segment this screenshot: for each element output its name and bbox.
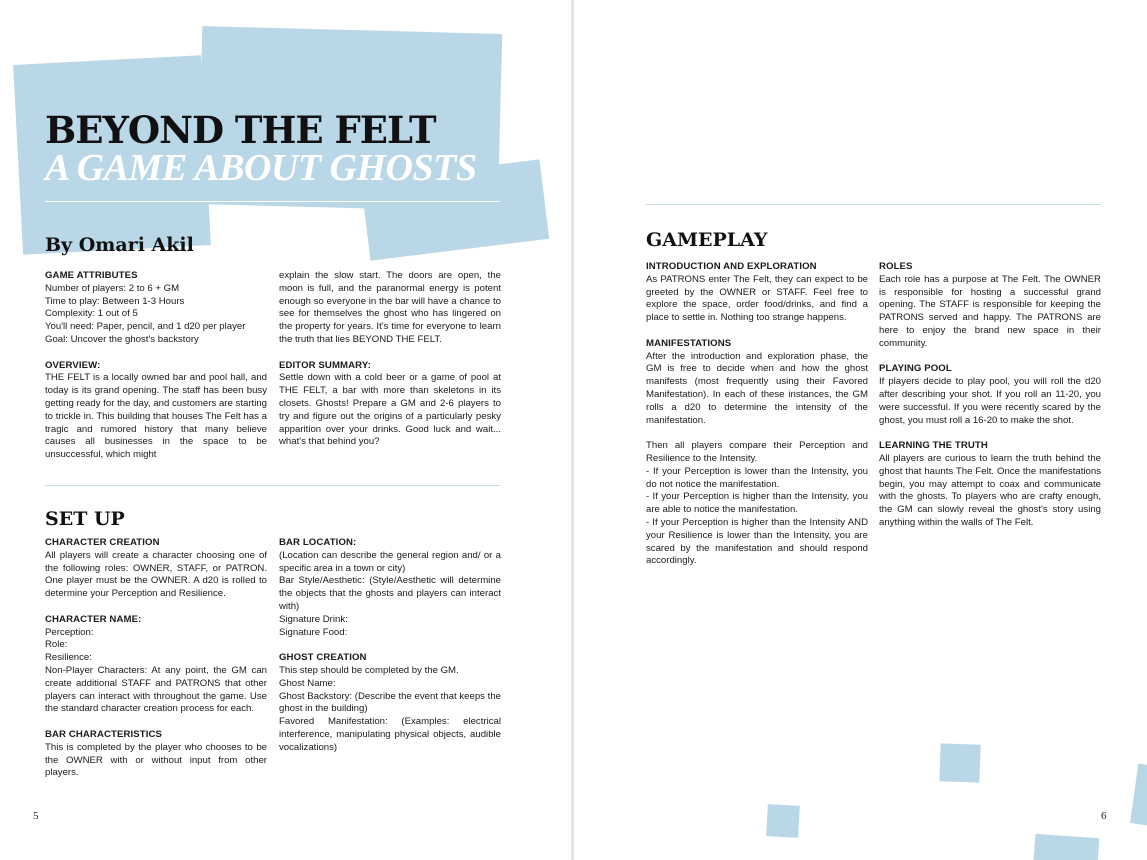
character-creation-text: All players will create a character choosing one of the following roles: OWNER, STAFF, or PATRON. One player must be the OWNER. A d20 is rolled to determine your Perception and Resilience. — [45, 549, 267, 600]
decorative-blue-square — [1130, 764, 1147, 829]
bar-characteristics-text: This is completed by the player who chooses to be the OWNER with or without input from other players. — [45, 741, 267, 779]
attribute-line: Complexity: 1 out of 5 — [45, 308, 138, 320]
top-divider — [646, 204, 1101, 205]
title-divider — [45, 201, 500, 202]
character-name-heading: CHARACTER NAME: — [45, 613, 142, 625]
roles-heading: ROLES — [879, 261, 913, 272]
bar-location-text: (Location can describe the general region and/ or a specific area in a town or city) — [279, 549, 501, 574]
character-creation-heading: CHARACTER CREATION — [45, 537, 160, 548]
gameplay-section-title: GAMEPLAY — [646, 229, 768, 251]
manifestation-rule: - If your Perception is higher than the Intensity AND your Resilience is lower than the Intensity, you are scared by the manifestation and should respond accordingly. — [646, 516, 868, 567]
attribute-line: Number of players: 2 to 6 + GM — [45, 282, 180, 294]
bar-style-text: Bar Style/Aesthetic: (Style/Aesthetic will determine the objects that the ghosts and players can interact with) — [279, 575, 501, 612]
learning-truth-heading: LEARNING THE TRUTH — [879, 440, 988, 452]
ghost-creation-line: This step should be completed by the GM. — [279, 664, 459, 676]
left-page — [0, 0, 573, 860]
game-attributes-heading: GAME ATTRIBUTES — [45, 270, 138, 281]
book-title: BEYOND THE FELT — [45, 108, 436, 152]
section-divider — [45, 485, 500, 486]
playing-pool-heading: PLAYING POOL — [879, 363, 952, 375]
manifestations-text: After the introduction and exploration phase, the GM is free to decide when and how the ghost manifests (most frequently using their Favored Manifestation). In each of these instances, the GM rolls a d20 to determine the intensity of the manifestation. — [646, 350, 868, 426]
character-field-resilience: Resilience: — [45, 652, 92, 664]
attribute-line: Time to play: Between 1-3 Hours — [45, 295, 185, 307]
bar-characteristics-heading: BAR CHARACTERISTICS — [45, 728, 163, 740]
ghost-backstory-text: Ghost Backstory: (Describe the event that keeps the ghost in the building) — [279, 690, 501, 715]
attribute-line: Goal: Uncover the ghost's backstory — [45, 333, 199, 345]
learning-truth-text: All players are curious to learn the truth behind the ghost that haunts The Felt. Once the manifestations begin, you may attempt to coax and communicate with the ghosts. To players who are crafty enough, the GM can slowly reveal the ghost's story using anything within the walls of The Felt. — [879, 452, 1101, 528]
introduction-text: As PATRONS enter The Felt, they can expect to be greeted by the OWNER or STAFF. Feel free to explore the space, order food/drinks, and find a place to settle in. Nothing too strange happens. — [646, 273, 868, 324]
overview-text: THE FELT is a locally owned bar and pool hall, and today is its grand opening. The staff has been busy getting ready for the day, and customers are starting to trickle in. This building that houses The Felt has a tragic and rumored history that many believe causes all businesses in the space to be unsuccessful, which might — [45, 372, 267, 461]
author-byline: By Omari Akil — [45, 234, 194, 256]
decorative-blue-square — [766, 804, 800, 838]
right-page — [574, 0, 1147, 860]
favored-manifestation-text: Favored Manifestation: (Examples: electrical interference, manipulating physical objects, audible vocalizations) — [279, 716, 501, 753]
gameplay-column-2 — [879, 261, 1101, 530]
compare-text: Then all players compare their Perception and Resilience to the Intensity. — [646, 440, 868, 464]
signature-food-field: Signature Food: — [279, 626, 348, 638]
gameplay-column-1 — [646, 261, 868, 568]
page-number: 6 — [1101, 810, 1107, 822]
ghost-creation-heading: GHOST CREATION — [279, 652, 367, 664]
ghost-name-field: Ghost Name: — [279, 677, 336, 689]
page-number: 5 — [33, 810, 39, 822]
playing-pool-text: If players decide to play pool, you will roll the d20 after describing your shot. If you roll an 11-20, you were successful. If you were recently scared by the ghost, you must roll a 16-20 to make the shot. — [879, 376, 1101, 426]
introduction-heading: INTRODUCTION AND EXPLORATION — [646, 261, 817, 272]
bar-location-heading: BAR LOCATION: — [279, 537, 357, 548]
setup-column-1 — [45, 537, 267, 780]
manifestation-rule: - If your Perception is higher than the Intensity, you are able to notice the manifestation. — [646, 491, 868, 516]
left-column-1 — [45, 270, 267, 462]
attribute-line: You'll need: Paper, pencil, and 1 d20 per player — [45, 321, 246, 333]
overview-heading: OVERVIEW: — [45, 359, 101, 371]
npc-text: Non-Player Characters: At any point, the GM can create additional STAFF and PATRONS that other players can interact with throughout the game. Use the standard character creation process for each. — [45, 664, 267, 715]
manifestations-heading: MANIFESTATIONS — [646, 337, 732, 349]
roles-text: Each role has a purpose at The Felt. The OWNER is responsible for hosting a successful grand opening. The STAFF is responsible for keeping the PATRONS served and happy. The PATRONS are here to enjoy the brand new space in their community. — [879, 273, 1101, 349]
left-column-2 — [279, 270, 501, 449]
character-field-perception: Perception: — [45, 626, 94, 638]
decorative-blue-square — [939, 743, 980, 782]
decorative-blue-square — [1033, 834, 1100, 860]
setup-column-2 — [279, 537, 501, 755]
book-subtitle: A GAME ABOUT GHOSTS — [45, 147, 477, 189]
manifestation-rule: - If your Perception is lower than the Intensity, you do not notice the manifestation. — [646, 465, 868, 490]
setup-section-title: SET UP — [45, 508, 125, 530]
editor-summary-heading: EDITOR SUMMARY: — [279, 359, 371, 371]
overview-continued-text: explain the slow start. The doors are open, the moon is full, and the paranormal energy is potent enough so everyone in the bar will have a chance to see for themselves the ghost who has lingered on the property for years. It's time for everyone to learn the truth that lies BEYOND THE FELT. — [279, 270, 501, 345]
character-field-role: Role: — [45, 639, 68, 651]
signature-drink-field: Signature Drink: — [279, 613, 348, 625]
editor-summary-text: Settle down with a cold beer or a game of pool at THE FELT, a bar with more than skeletons in its closets. Ghosts! Prepare a GM and 2-6 players to try and figure out the origins of a particularly pesky apparition over your drinks. Good luck and wait... what's that behind you? — [279, 372, 501, 448]
